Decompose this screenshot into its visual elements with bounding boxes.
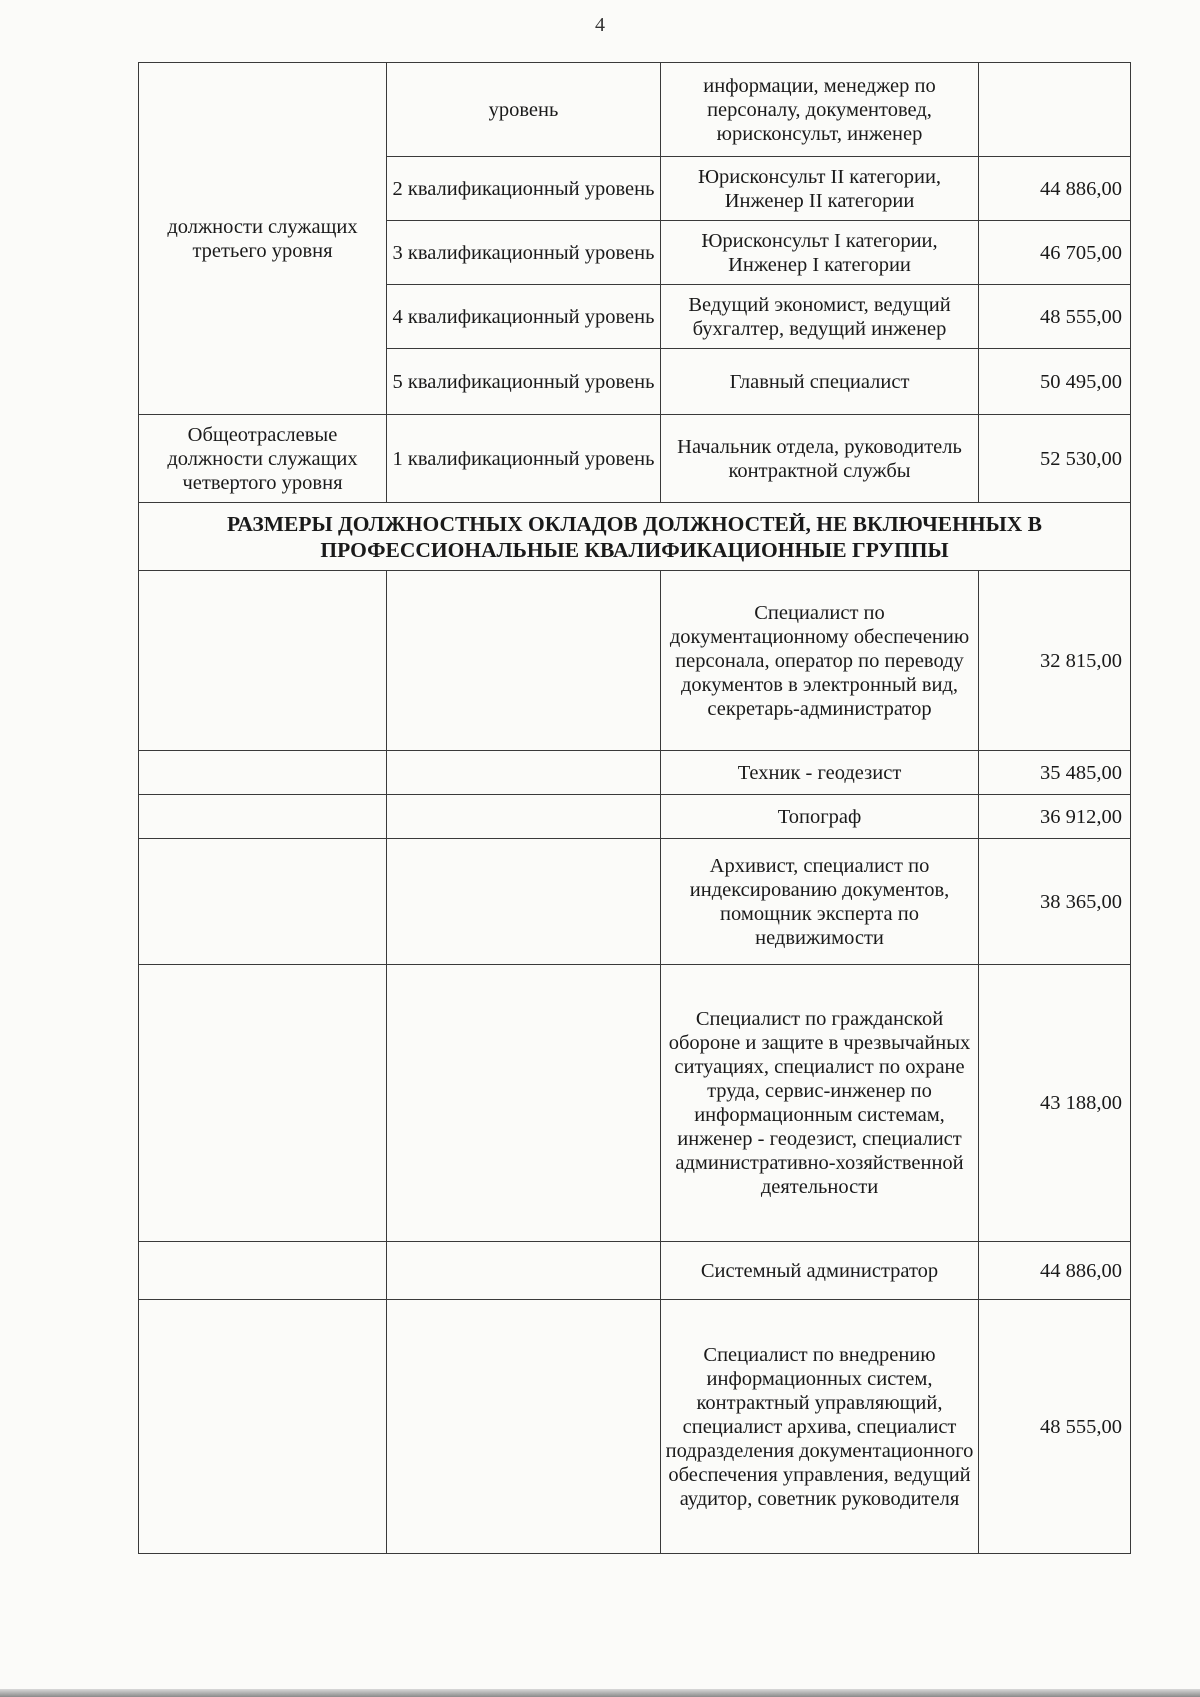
position-cell: Главный специалист (661, 349, 979, 415)
empty-cell (387, 795, 661, 839)
position-cell: Юрисконсульт I категории, Инженер I категории (661, 221, 979, 285)
position-cell: Архивист, специалист по индексированию документов, помощник эксперта по недвижимости (661, 839, 979, 965)
table-row (139, 795, 1131, 839)
page-number: 4 (595, 14, 605, 36)
position-cell: Начальник отдела, руководитель контрактной службы (661, 415, 979, 503)
empty-cell (139, 839, 387, 965)
empty-cell (139, 1242, 387, 1300)
empty-cell (139, 965, 387, 1242)
position-cell: Юрисконсульт II категории, Инженер II категории (661, 157, 979, 221)
salary-cell: 48 555,00 (979, 285, 1131, 349)
salary-cell: 44 886,00 (979, 1242, 1131, 1300)
section-heading-row (139, 503, 1131, 571)
table-row (139, 965, 1131, 1242)
empty-cell (387, 1300, 661, 1554)
position-cell: Ведущий экономист, ведущий бухгалтер, ведущий инженер (661, 285, 979, 349)
level-cell: 2 квалификационный уровень (387, 157, 661, 221)
salary-cell: 50 495,00 (979, 349, 1131, 415)
section-heading: РАЗМЕРЫ ДОЛЖНОСТНЫХ ОКЛАДОВ ДОЛЖНОСТЕЙ, НЕ ВКЛЮЧЕННЫХ В ПРОФЕССИОНАЛЬНЫЕ КВАЛИФИКАЦИОННЫЕ ГРУППЫ (139, 503, 1131, 571)
table-row (139, 751, 1131, 795)
group-cell: Общеотраслевые должности служащих четвертого уровня (139, 415, 387, 503)
salary-cell: 52 530,00 (979, 415, 1131, 503)
salary-cell: 38 365,00 (979, 839, 1131, 965)
salary-cell: 48 555,00 (979, 1300, 1131, 1554)
level-cell: уровень (387, 63, 661, 157)
level-cell: 1 квалификационный уровень (387, 415, 661, 503)
level-cell: 4 квалификационный уровень (387, 285, 661, 349)
empty-cell (387, 1242, 661, 1300)
position-cell: Специалист по внедрению информационных систем, контрактный управляющий, специалист архива, специалист подразделения документационного обеспечения управления, ведущий аудитор, советник руководителя (661, 1300, 979, 1554)
table-row (139, 839, 1131, 965)
empty-cell (387, 751, 661, 795)
position-cell: Техник - геодезист (661, 751, 979, 795)
table-row (139, 63, 1131, 157)
scan-edge (0, 1689, 1200, 1697)
level-cell: 5 квалификационный уровень (387, 349, 661, 415)
salary-cell: 46 705,00 (979, 221, 1131, 285)
empty-cell (139, 751, 387, 795)
table-row (139, 571, 1131, 751)
table-row (139, 1300, 1131, 1554)
table-row (139, 1242, 1131, 1300)
position-cell: информации, менеджер по персоналу, документовед, юрисконсульт, инженер (661, 63, 979, 157)
group-cell: должности служащих третьего уровня (139, 63, 387, 415)
position-cell: Специалист по гражданской обороне и защите в чрезвычайных ситуациях, специалист по охране труда, сервис-инженер по информационным системам, инженер - геодезист, специалист административно-хозяйственной деятельности (661, 965, 979, 1242)
position-cell: Системный администратор (661, 1242, 979, 1300)
salary-cell: 36 912,00 (979, 795, 1131, 839)
empty-cell (387, 571, 661, 751)
salary-table (138, 62, 1131, 1554)
empty-cell (139, 795, 387, 839)
salary-cell: 44 886,00 (979, 157, 1131, 221)
salary-cell: 43 188,00 (979, 965, 1131, 1242)
table-row (139, 415, 1131, 503)
salary-cell (979, 63, 1131, 157)
empty-cell (387, 965, 661, 1242)
empty-cell (387, 839, 661, 965)
position-cell: Топограф (661, 795, 979, 839)
empty-cell (139, 571, 387, 751)
empty-cell (139, 1300, 387, 1554)
position-cell: Специалист по документационному обеспечению персонала, оператор по переводу документов в электронный вид, секретарь-администратор (661, 571, 979, 751)
salary-cell: 32 815,00 (979, 571, 1131, 751)
level-cell: 3 квалификационный уровень (387, 221, 661, 285)
salary-cell: 35 485,00 (979, 751, 1131, 795)
